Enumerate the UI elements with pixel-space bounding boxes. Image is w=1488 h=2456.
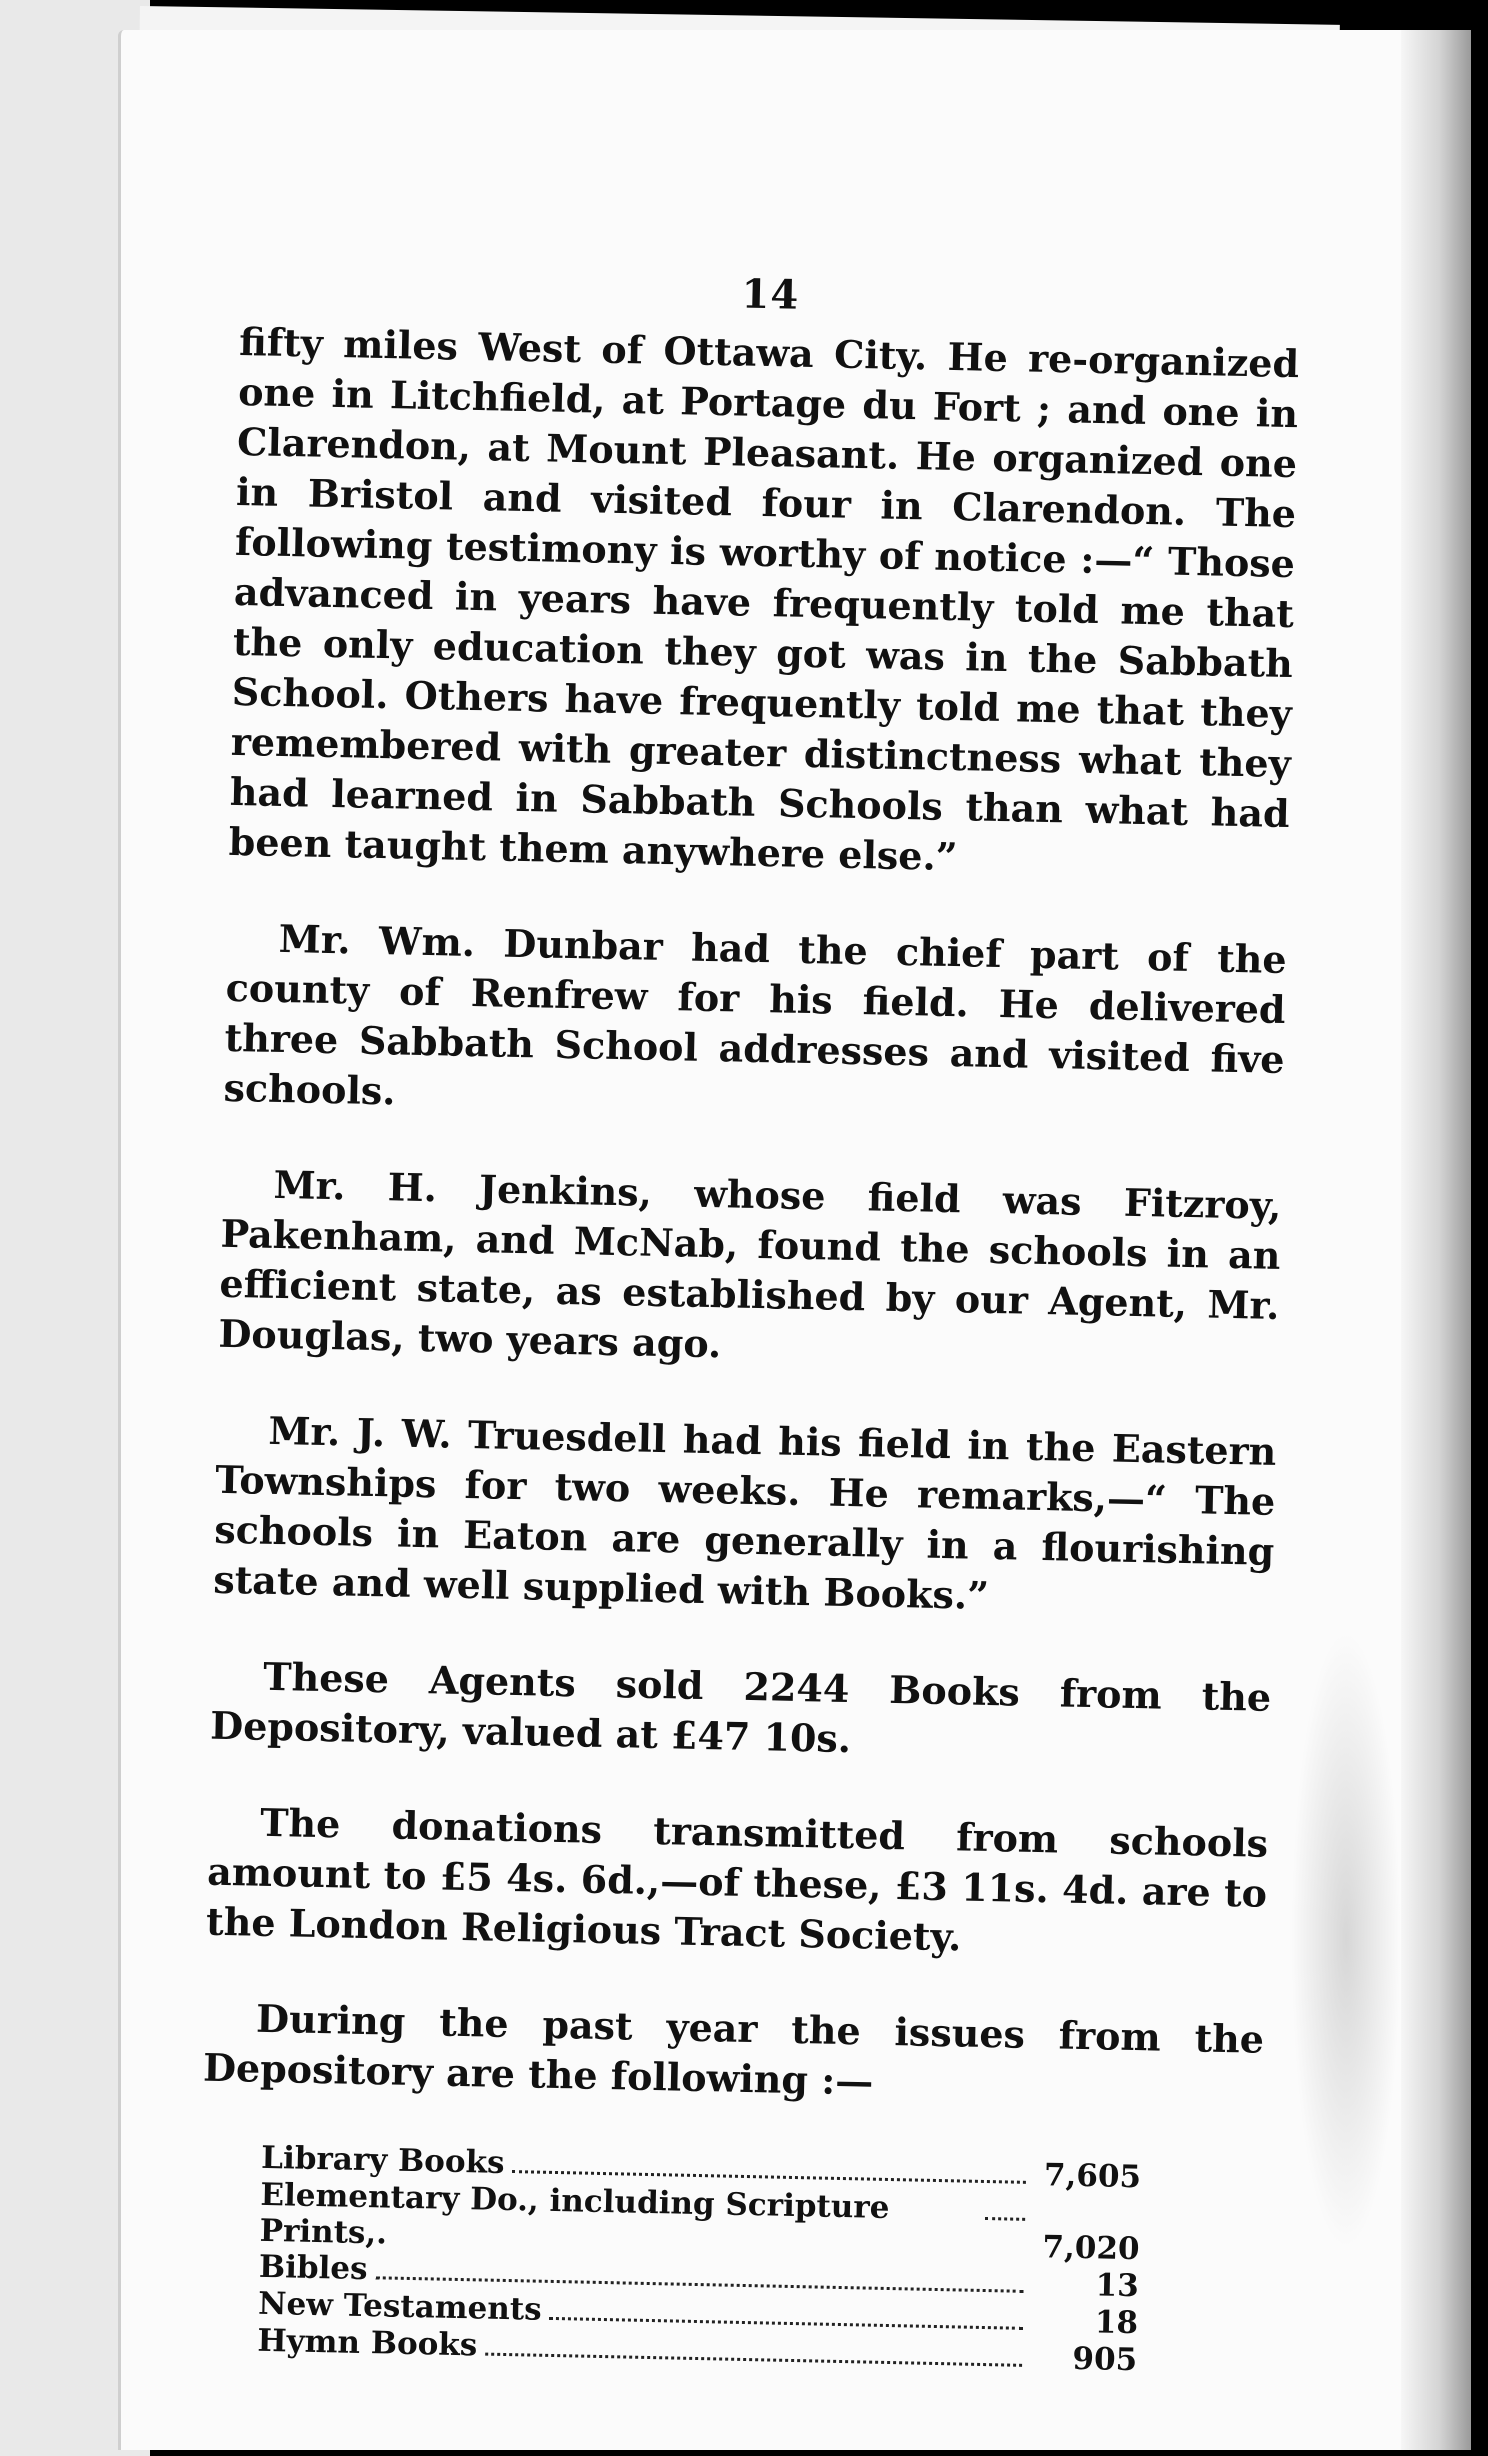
issue-qty: 7,605 [1043, 2157, 1142, 2196]
book-page [118, 30, 1471, 2450]
issue-qty: 18 [1094, 2304, 1139, 2342]
issue-item: Library Books [260, 2139, 505, 2181]
dot-leader [485, 2353, 1022, 2367]
paragraph-truesdell: Mr. J. W. Truesdell had his field in the Eastern Townships for two weeks. He remarks,—“ The schools in Eaton are generally in a flourishing state and well supplied with Books.” [212, 1407, 1277, 1618]
dot-leader [985, 2217, 1025, 2221]
dot-leader [512, 2170, 1026, 2184]
issue-item: Hymn Books [257, 2322, 478, 2364]
paragraph-dunbar: Mr. Wm. Dunbar had the chief part of the county of Renfrew for his field. He delivered three Sabbath School addresses and visited five schools. [223, 915, 1288, 1114]
page-edge-shadow [1401, 30, 1471, 2450]
page-number: 14 [741, 270, 800, 319]
issue-item: Bibles [258, 2248, 368, 2288]
issue-item: New Testaments [257, 2285, 542, 2328]
issue-qty: 13 [1095, 2267, 1140, 2305]
paragraph-jenkins: Mr. H. Jenkins, whose field was Fitzroy, Pakenham, and McNab, found the schools in an efficient state, as established by our Agent, Mr. Douglas, two years ago. [218, 1161, 1282, 1367]
issue-qty: 905 [1072, 2340, 1138, 2379]
dot-leader [549, 2317, 1022, 2330]
paper-stain [1291, 1630, 1401, 2250]
issue-qty: 7,020 [1042, 2229, 1140, 2268]
paragraph-issues-intro: During the past year the issues from the Depository are the following :— [202, 1995, 1265, 2104]
paragraph-continuation: fifty miles West of Ottawa City. He re-organized one in Litchfield, at Portage du Fort ; and one in Clarendon, at Mount Pleasant. He organized one in Bristol and visited four in Clarendon. The following testimony is worthy of notice :—“ Those advanced in years have frequently told me that the only education they got was in the Sabbath School. Others have frequently told me that they remembered with greater distinctness what they had learned in Sabbath Schools than what had been taught them anywhere else.” [228, 318, 1300, 880]
issue-item: Elementary Do., including Scripture Prints,. [259, 2176, 890, 2252]
issues-table [257, 2140, 1141, 2378]
paragraph-donations: The donations transmitted from schools amount to £5 4s. 6d.,—of these, £3 11s. 4d. are to the London Religious Tract Society. [205, 1799, 1269, 1960]
page-text [197, 260, 1301, 2381]
paragraph-books-sold: These Agents sold 2244 Books from the Depository, valued at £47 10s. [209, 1653, 1272, 1762]
